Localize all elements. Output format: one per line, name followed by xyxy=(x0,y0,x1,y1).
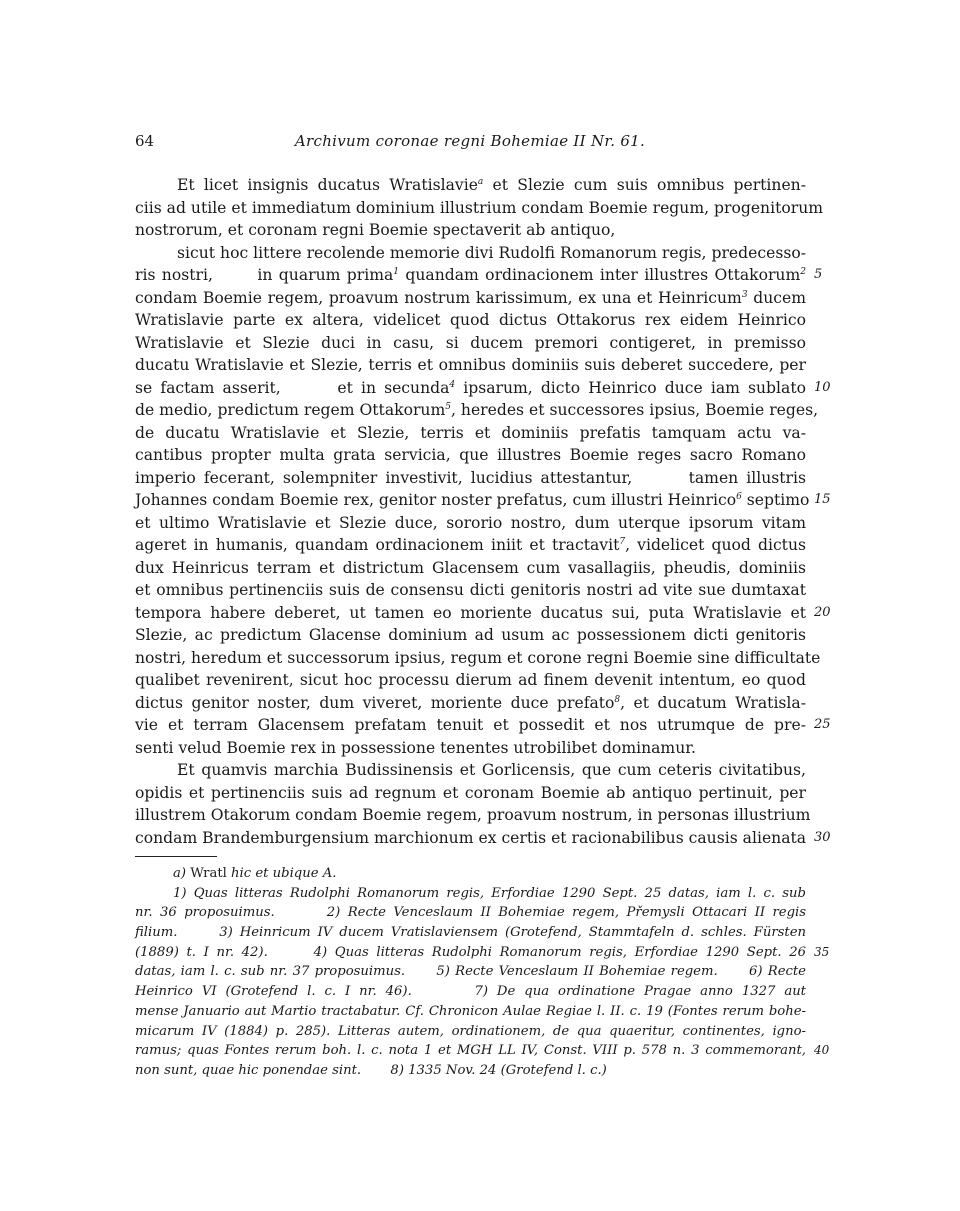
main-text xyxy=(135,174,831,849)
body-line xyxy=(135,399,819,422)
body-line xyxy=(135,782,806,805)
footnote-line-text: (1889) t. I nr. 42). 4) Quas litteras Rudolphi Romanorum regis, Erfordiae 1290 Sept. 26 xyxy=(135,944,806,960)
body-line xyxy=(135,647,821,670)
body-line-text: sicut hoc littere recolende memorie divi Rudolfi Romanorum regis, predecesso- xyxy=(177,243,806,262)
body-line xyxy=(135,534,806,557)
line-number: 40 xyxy=(814,1043,830,1058)
body-line-text: dictus genitor noster, dum viveret, moriente duce prefato$^8$, et ducatum Wratisla- xyxy=(135,693,806,712)
body-line-text: senti velud Boemie rex in possessione tenentes utrobilibet dominamur. xyxy=(135,738,696,757)
body-line-text: Et licet insignis ducatus Wratislavie$^a$ et Slezie cum suis omnibus pertinen- xyxy=(177,176,806,194)
footnote-line xyxy=(135,982,806,1002)
footnote-line-text: mense Januario aut Martio tractabatur. Cf. Chronicon Aulae Regiae l. II. c. 19 (Fontes rerum bohe- xyxy=(135,1003,806,1019)
body-line xyxy=(135,759,806,782)
body-line-text: se factam asserit, et in secunda$^4$ ipsarum, dicto Heinrico duce iam sublato xyxy=(135,378,806,397)
body-line xyxy=(135,489,831,512)
footnote-line xyxy=(135,1022,806,1042)
line-number: 30 xyxy=(814,829,831,845)
body-line xyxy=(135,332,806,355)
body-line-text: Wratislavie et Slezie duci in casu, si ducem premori contigeret, in premisso xyxy=(135,333,806,352)
body-line-text: Wratislavie parte ex altera, videlicet quod dictus Ottakorus rex eidem Heinrico xyxy=(135,311,806,329)
body-line-text: cantibus propter multa grata servicia, que illustres Boemie reges sacro Romano xyxy=(135,446,806,464)
body-line-text: ciis ad utile et immediatum dominium illustrium condam Boemie regum, progenitorum xyxy=(135,198,824,217)
body-line-text: Johannes condam Boemie rex, genitor noster prefatus, cum illustri Heinrico$^6$ septimo xyxy=(135,491,810,509)
body-line xyxy=(135,242,806,265)
body-line xyxy=(135,422,806,445)
body-line xyxy=(135,287,806,310)
body-line-text: Slezie, ac predictum Glacense dominium ad usum ac possessionem dicti genitoris xyxy=(135,626,806,644)
footnote-line xyxy=(135,923,806,943)
body-line xyxy=(135,197,824,220)
body-line-text: illustrem Otakorum condam Boemie regem, proavum nostrum, in personas illustrium xyxy=(135,806,811,824)
footnotes xyxy=(135,864,830,1081)
body-line-text: opidis et pertinenciis suis ad regnum et coronam Boemie ab antiquo pertinuit, per xyxy=(135,783,806,802)
page-number: 64 xyxy=(135,132,155,150)
line-number: 15 xyxy=(814,492,831,507)
body-line-text: de ducatu Wratislavie et Slezie, terris et dominiis prefatis tamquam actu va- xyxy=(135,423,806,442)
page-header xyxy=(135,132,805,156)
body-line-text: nostrorum, et coronam regni Boemie spectaverit ab antiquo, xyxy=(135,221,616,239)
body-line xyxy=(135,309,806,332)
body-line-text: imperio fecerant, solempniter investivit, lucidius attestantur, tamen illustris xyxy=(135,468,806,487)
line-number: 35 xyxy=(814,944,830,959)
body-line-text: vie et terram Glacensem prefatam tenuit et possedit et nos utrumque de pre- xyxy=(135,716,806,734)
body-line-text: ducatu Wratislavie et Slezie, terris et omnibus dominiis suis deberet succedere, per xyxy=(135,356,806,374)
body-line-text: tempora habere deberet, ut tamen eo moriente ducatus sui, puta Wratislavie et xyxy=(135,603,806,622)
footnote-line xyxy=(135,864,806,884)
footnote-line-text: ramus; quas Fontes rerum boh. l. c. nota 1 et MGH LL IV, Const. VIII p. 578 n. 3 commemorant, xyxy=(135,1043,806,1059)
body-line xyxy=(135,354,806,377)
running-title: Archivum coronae regni Bohemiae II Nr. 61. xyxy=(294,132,646,150)
footnote-line-text: Heinrico VI (Grotefend l. c. I nr. 46). 7) De qua ordinatione Pragae anno 1327 aut xyxy=(135,984,806,1000)
body-line xyxy=(135,512,806,535)
body-line-text: Et quamvis marchia Budissinensis et Gorlicensis, que cum ceteris civitatibus, xyxy=(177,761,806,779)
footnote-line xyxy=(135,1061,806,1081)
footnote-line-text: non sunt, quae hic ponendae sint. 8) 1335 Nov. 24 (Grotefend l. c.) xyxy=(135,1062,607,1078)
footnote-line-text: 1) Quas litteras Rudolphi Romanorum regis, Erfordiae 1290 Sept. 25 datas, iam l. c. sub xyxy=(173,885,806,901)
body-line xyxy=(135,624,806,647)
body-line-text: ris nostri, in quarum prima$^1$ quandam ordinacionem inter illustres Ottakorum$^2$ xyxy=(135,266,806,284)
footnote-line xyxy=(135,1041,830,1061)
line-number: 5 xyxy=(814,267,823,282)
body-line-text: ageret in humanis, quandam ordinacionem iniit et tractavit$^7$, videlicet quod dictus xyxy=(135,536,806,554)
body-line-text: condam Boemie regem, proavum nostrum karissimum, ex una et Heinricum$^3$ ducem xyxy=(135,288,806,307)
body-line xyxy=(135,467,806,490)
body-line xyxy=(135,264,823,287)
body-line xyxy=(135,692,806,715)
body-line-text: dux Heinricus terram et districtum Glacensem cum vasallagiis, pheudis, dominiis xyxy=(135,558,806,577)
footnote-line-text: nr. 36 proposuimus. 2) Recte Venceslaum II Bohemiae regem, Přemysli Ottacari II regis xyxy=(135,905,806,921)
footnote-line xyxy=(135,903,806,923)
body-line xyxy=(135,579,806,602)
body-line-text: qualibet revenirent, sicut hoc processu dierum ad finem devenit intentum, eo quod xyxy=(135,671,806,689)
body-line-text: nostri, heredum et successorum ipsius, regum et corone regni Boemie sine difficultate xyxy=(135,648,821,667)
footnote-line xyxy=(135,962,806,982)
footnote-line-text: a) Wratl hic et ubique A. xyxy=(173,866,337,881)
body-line xyxy=(135,827,831,850)
footnote-separator xyxy=(135,856,217,857)
body-line xyxy=(135,219,806,242)
body-line xyxy=(135,174,806,197)
body-line xyxy=(135,669,806,692)
body-line xyxy=(135,714,831,737)
footnote-line xyxy=(135,1002,806,1022)
footnote-line-text: filium. 3) Heinricum IV ducem Vratislaviensem (Grotefend, Stammtafeln d. schles. Fürsten xyxy=(135,925,806,941)
line-number: 20 xyxy=(814,604,831,620)
body-line-text: condam Brandemburgensium marchionum ex certis et racionabilibus causis alienata xyxy=(135,828,807,847)
line-number: 10 xyxy=(814,379,831,395)
footnote-line xyxy=(135,943,830,963)
body-line xyxy=(135,557,806,580)
body-line-text: de medio, predictum regem Ottakorum$^5$, heredes et successores ipsius, Boemie reges, xyxy=(135,401,819,419)
body-line-text: et ultimo Wratislavie et Slezie duce, sororio nostro, dum uterque ipsorum vitam xyxy=(135,513,806,532)
body-line xyxy=(135,444,806,467)
body-line xyxy=(135,804,811,827)
body-line xyxy=(135,377,831,400)
line-number: 25 xyxy=(814,717,831,732)
footnote-line-text: datas, iam l. c. sub nr. 37 proposuimus. 5) Recte Venceslaum II Bohemiae regem. 6) Recte xyxy=(135,964,806,980)
footnote-line-text: micarum IV (1884) p. 285). Litteras autem, ordinationem, de qua quaeritur, continentes, igno- xyxy=(135,1023,806,1039)
footnote-line xyxy=(135,884,806,904)
body-line-text: et omnibus pertinenciis suis de consensu dicti genitoris nostri ad vite sue dumtaxat xyxy=(135,581,806,599)
body-line xyxy=(135,602,831,625)
body-line xyxy=(135,737,806,760)
